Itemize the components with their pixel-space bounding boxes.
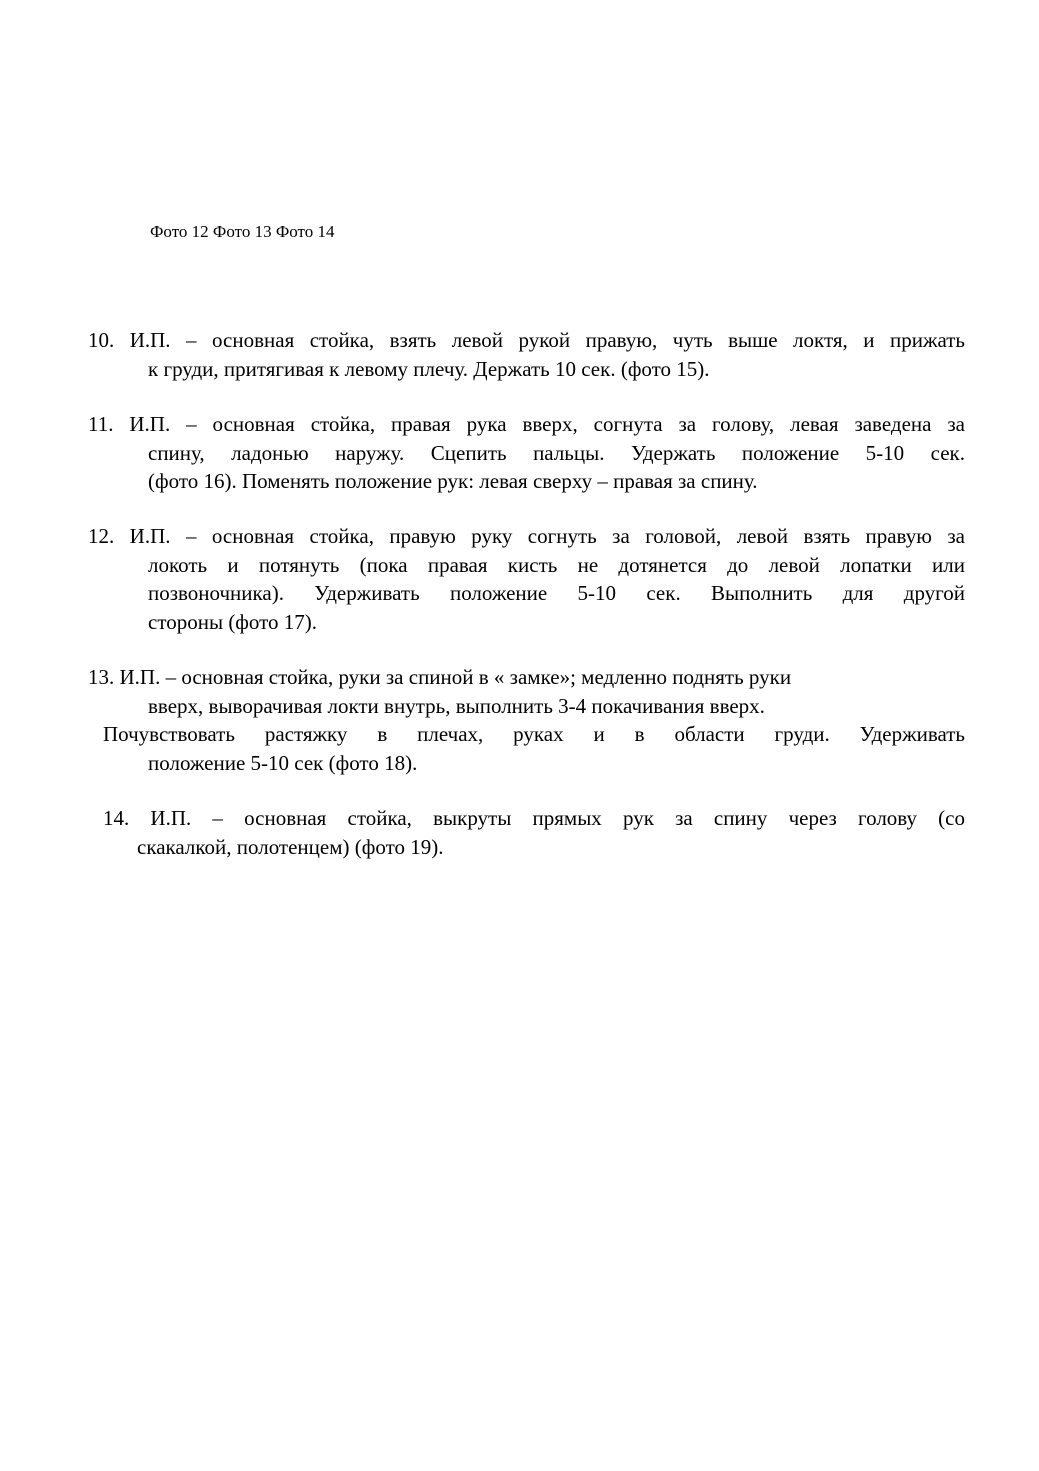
list-item-line: 14. И.П. – основная стойка, выкруты прямых рук за спину через голову (со	[103, 806, 965, 830]
list-item-line: 11. И.П. – основная стойка, правая рука вверх, согнута за голову, левая заведена за	[88, 412, 965, 436]
list-item	[88, 663, 965, 777]
list-item-line: локоть и потянуть (пока правая кисть не дотянется до левой лопатки или	[148, 552, 965, 577]
list-item-line: скакалкой, полотенцем) (фото 19).	[137, 834, 444, 859]
list-item-line: вверх, выворачивая локти внутрь, выполнить 3-4 покачивания вверх.	[148, 693, 765, 718]
photo-caption: Фото 12 Фото 13 Фото 14	[150, 222, 335, 241]
list-item	[88, 522, 965, 636]
list-item-line: 12. И.П. – основная стойка, правую руку согнуть за головой, левой взять правую за	[88, 524, 965, 548]
list-item-line: к груди, притягивая к левому плечу. Держать 10 сек. (фото 15).	[148, 356, 710, 381]
list-item-line: положение 5-10 сек (фото 18).	[148, 750, 418, 775]
list-item-line: стороны (фото 17).	[148, 609, 318, 634]
list-item-line: (фото 16). Поменять положение рук: левая сверху – правая за спину.	[148, 469, 758, 493]
list-item-line: Почувствовать растяжку в плечах, руках и в области груди. Удерживать	[103, 722, 965, 746]
list-item-line: 10. И.П. – основная стойка, взять левой рукой правую, чуть выше локтя, и прижать	[88, 328, 965, 352]
list-item-line: позвоночника). Удерживать положение 5-10 сек. Выполнить для другой	[148, 581, 965, 605]
list-item	[88, 410, 965, 496]
list-item	[103, 804, 965, 861]
list-item	[88, 326, 965, 383]
list-item-line: 13. И.П. – основная стойка, руки за спиной в « замке»; медленно поднять руки	[88, 665, 792, 689]
list-item-line: спину, ладонью наружу. Сцепить пальцы. Удержать положение 5-10 сек.	[148, 440, 965, 465]
